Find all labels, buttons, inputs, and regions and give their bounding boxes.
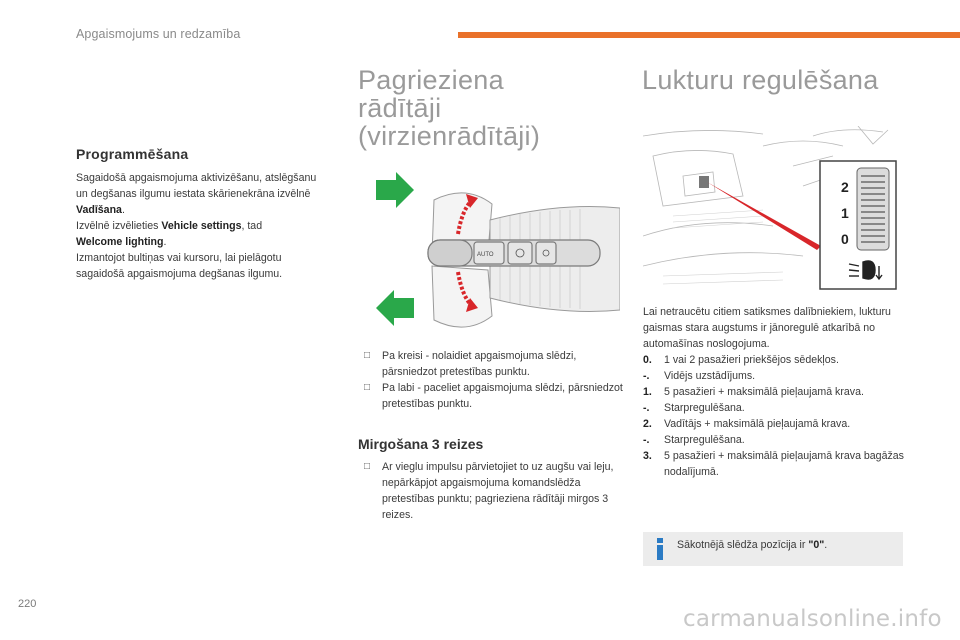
- indicators-instructions: [364, 348, 624, 412]
- indicator-stalk-illustration: [370, 170, 620, 335]
- programming-text-2-end: .: [163, 236, 167, 248]
- position-value: 5 pasažieri + maksimālā pieļaujamā krava.: [664, 386, 864, 398]
- dashboard-switch: [699, 176, 709, 188]
- programming-text-3: Izmantojot bultiņas vai kursoru, lai pielāgotu sagaidošā apgaismojuma degšanas ilgumu.: [76, 252, 283, 280]
- programming-text-2: Izvēlnē izvēlieties: [76, 220, 162, 232]
- programming-paragraph: [76, 170, 326, 282]
- list-item: [364, 348, 624, 380]
- indicators-title-line-2: rādītāji: [358, 93, 442, 123]
- dial-label-0: 0: [841, 231, 849, 247]
- position-value: Starpregulēšana.: [664, 402, 745, 414]
- flash-heading: Mirgošana 3 reizes: [358, 436, 484, 452]
- list-item: [643, 448, 908, 480]
- headlamp-dial-illustration: [643, 126, 903, 294]
- indicators-title-line-1: Pagrieziena: [358, 65, 504, 95]
- right-arrow-icon: [376, 172, 414, 208]
- header-title: Apgaismojums un redzamība: [76, 27, 241, 41]
- bullet-icon: □: [364, 382, 371, 393]
- list-item: [643, 384, 908, 400]
- headlamp-title: Lukturu regulēšana: [642, 65, 879, 95]
- flash-instructions: [364, 459, 624, 523]
- programming-bold-1: Vadīšana: [76, 204, 122, 216]
- indicators-title-line-3: (virzienrādītāji): [358, 121, 541, 151]
- position-key: 1.: [643, 386, 652, 398]
- info-text-main: Sākotnējā slēdža pozīcija ir: [677, 539, 809, 551]
- dial-label-1: 1: [841, 205, 849, 221]
- position-list: [643, 352, 908, 480]
- list-item: [364, 459, 624, 523]
- bullet-text-left: Pa kreisi - nolaidiet apgaismojuma slēdzi, pārsniedzot pretestības punktu.: [382, 350, 577, 378]
- headlamp-intro: Lai netraucētu citiem satiksmes dalībniekiem, lukturu gaismas stara augstums ir jānoregulē atkarībā no automašīnas noslogojuma.: [643, 306, 891, 350]
- programming-section: [76, 146, 326, 282]
- bullet-text-flash: Ar vieglu impulsu pārvietojiet to uz augšu vai leju, nepārkāpjot apgaismojuma komandslēdža pretestības punktu; pagrieziena rādītāji mirgos 3 reizes.: [382, 461, 614, 521]
- info-text-end: .: [824, 539, 828, 551]
- list-item: [643, 368, 908, 384]
- programming-text-1: Sagaidošā apgaismojuma aktivizēšanu, atslēgšanu un degšanas ilgumu iestata skārienekrāna izvēlnē: [76, 172, 317, 200]
- position-key: -.: [643, 370, 650, 382]
- page-number: 220: [18, 598, 37, 610]
- info-box: [643, 532, 903, 566]
- dial-label-2: 2: [841, 179, 849, 195]
- position-value: 1 vai 2 pasažieri priekšējos sēdekļos.: [664, 354, 839, 366]
- position-key: -.: [643, 434, 650, 446]
- info-icon: [655, 538, 665, 560]
- header-accent-bar: [458, 32, 960, 38]
- bullet-icon: □: [364, 350, 371, 361]
- headlamp-instructions: [643, 304, 908, 480]
- indicators-title: [358, 66, 628, 150]
- position-key: 0.: [643, 354, 652, 366]
- list-item: [643, 432, 908, 448]
- programming-heading: Programmēšana: [76, 146, 189, 162]
- auto-label: AUTO: [477, 252, 494, 258]
- position-value: Starpregulēšana.: [664, 434, 745, 446]
- bullet-text-right: Pa labi - paceliet apgaismojuma slēdzi, pārsniedzot pretestības punktu.: [382, 382, 623, 410]
- position-value: 5 pasažieri + maksimālā pieļaujamā krava bagāžas nodalījumā.: [664, 450, 904, 478]
- position-value: Vidējs uzstādījums.: [664, 370, 756, 382]
- programming-bold-2: Vehicle settings: [161, 220, 242, 232]
- list-item: [643, 416, 908, 432]
- left-arrow-icon: [376, 290, 414, 326]
- position-key: -.: [643, 402, 650, 414]
- position-key: 3.: [643, 450, 652, 462]
- info-text: [677, 539, 827, 551]
- programming-text-2-mid: , tad: [241, 220, 263, 232]
- programming-text-1-end: .: [121, 204, 125, 216]
- programming-bold-3: Welcome lighting: [76, 236, 164, 248]
- height-dial: [857, 168, 889, 250]
- position-key: 2.: [643, 418, 652, 430]
- list-item: [364, 380, 624, 412]
- list-item: [643, 400, 908, 416]
- position-value: Vadītājs + maksimālā pieļaujamā krava.: [664, 418, 851, 430]
- list-item: [643, 352, 908, 368]
- bullet-icon: □: [364, 461, 371, 472]
- info-text-bold: "0": [808, 539, 825, 551]
- watermark: carmanualsonline.info: [683, 606, 942, 632]
